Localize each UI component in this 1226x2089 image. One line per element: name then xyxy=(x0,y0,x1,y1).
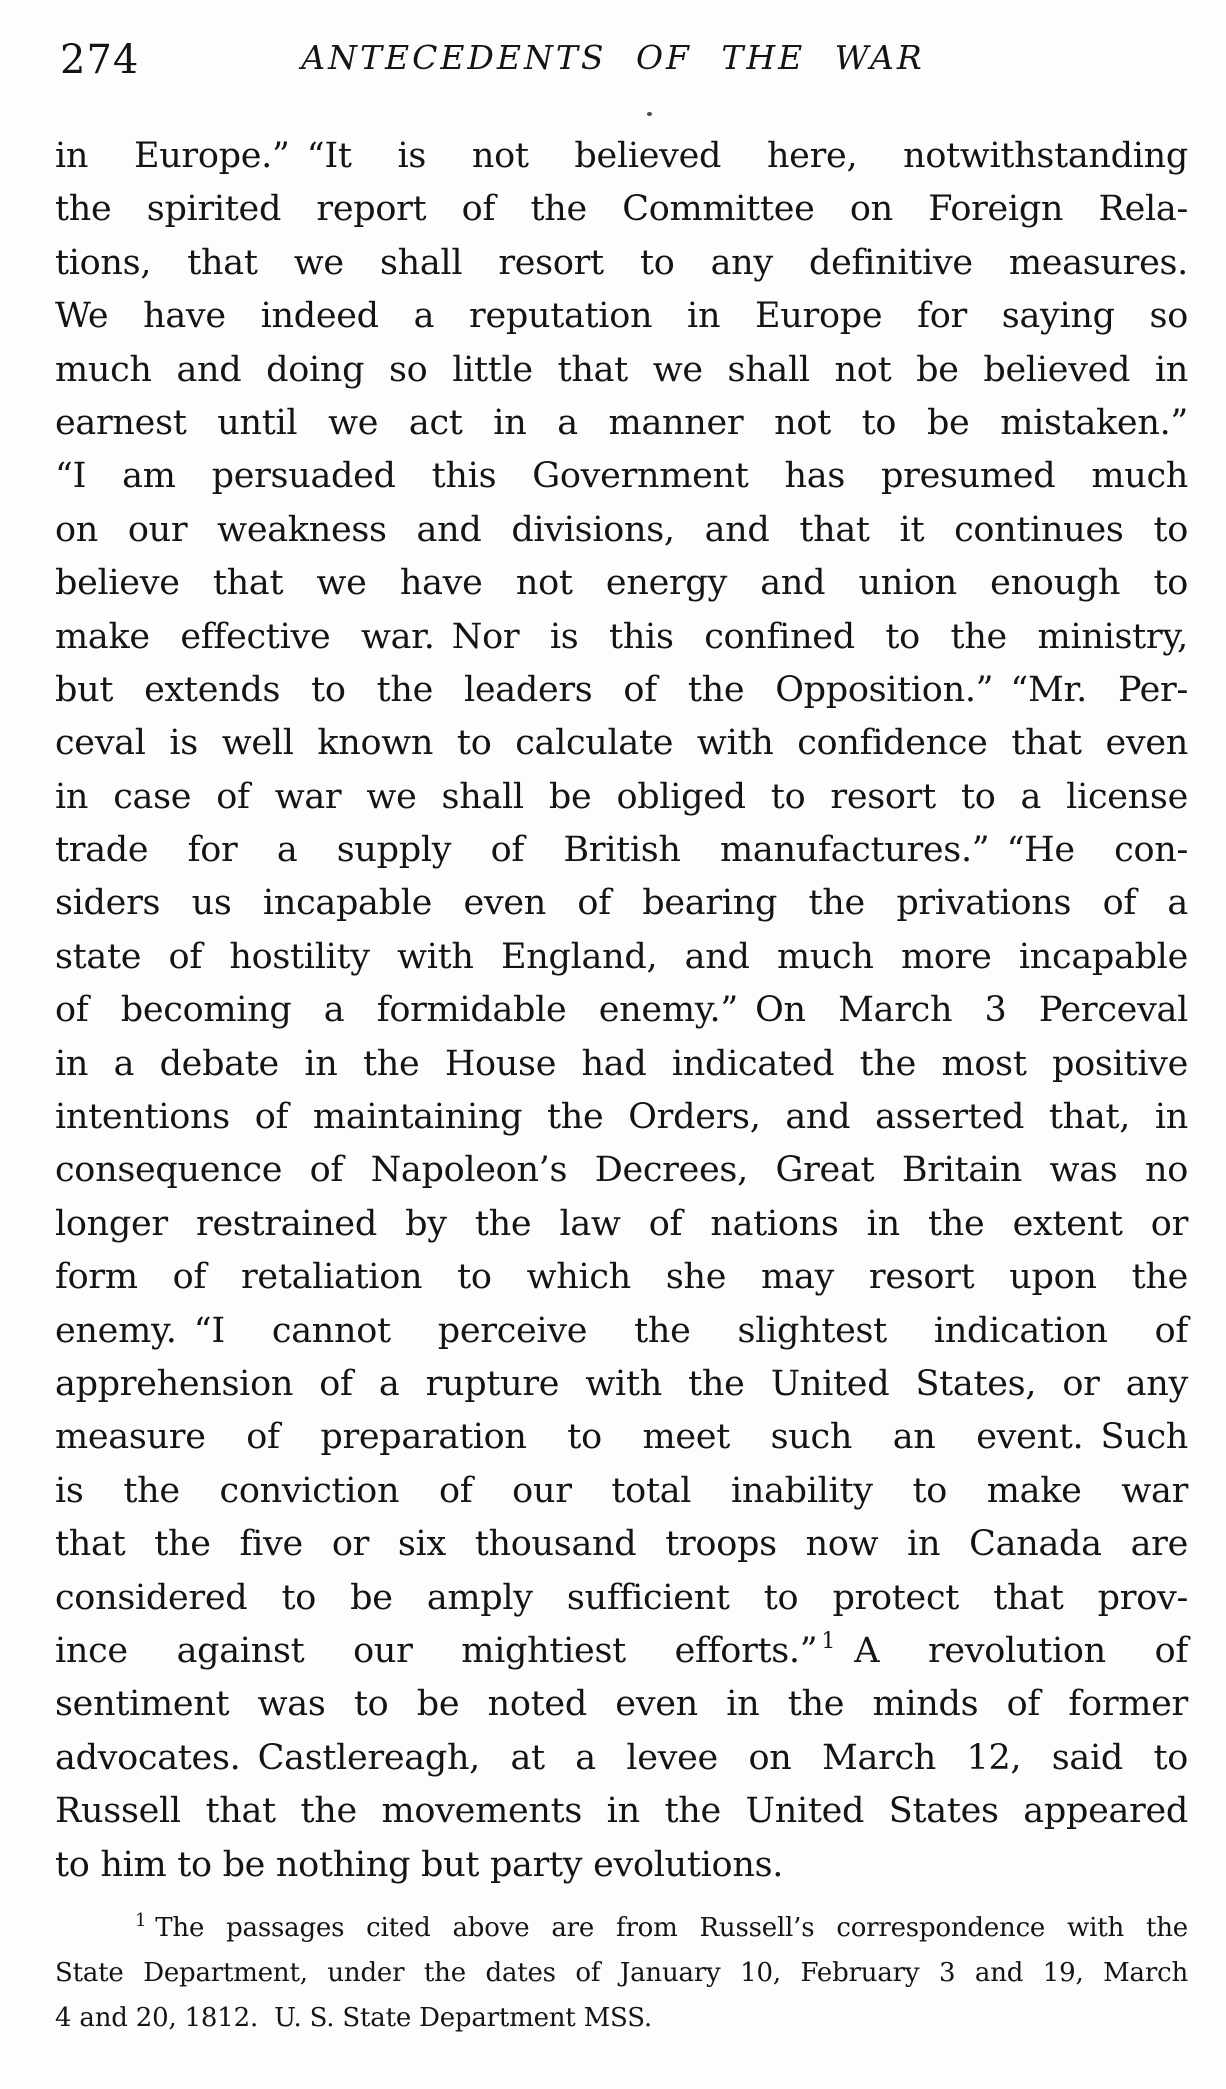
body-line: siders us incapable even of bearing the privations of a xyxy=(55,883,1188,924)
body-line: believe that we have not energy and union enough to xyxy=(55,563,1188,604)
body-line: apprehension of a rupture with the United States, or any xyxy=(55,1363,1188,1404)
body-line: advocates. Castlereagh, at a levee on March 12, said to xyxy=(55,1737,1188,1778)
body-line: consequence of Napoleon’s Decrees, Great Britain was no xyxy=(55,1150,1188,1191)
body-line: in a debate in the House had indicated the most positive xyxy=(55,1043,1188,1084)
body-line: “I am persuaded this Government has presumed much xyxy=(55,456,1188,497)
body-line: trade for a supply of British manufactures.” “He con- xyxy=(55,830,1188,871)
body-line: form of retaliation to which she may resort upon the xyxy=(55,1257,1188,1298)
body-line-text: A revolution of xyxy=(837,1630,1188,1671)
body-line: make effective war. Nor is this confined to the ministry, xyxy=(55,616,1188,657)
body-line: of becoming a formidable enemy.” On March 3 Perceval xyxy=(55,990,1188,1031)
body-line: intentions of maintaining the Orders, and asserted that, in xyxy=(55,1097,1188,1138)
footnote-line: 1 The passages cited above are from Russell’s correspondence with the xyxy=(135,1910,1188,1943)
body-line: in case of war we shall be obliged to resort to a license xyxy=(55,776,1188,817)
body-line: state of hostility with England, and much more incapable xyxy=(55,936,1188,977)
body-line-with-footnote-ref: ince against our mightiest efforts.” 1 A revolution of xyxy=(55,1628,1188,1671)
scan-speck xyxy=(647,112,652,116)
body-line: We have indeed a reputation in Europe for saying so xyxy=(55,296,1188,337)
body-line: longer restrained by the law of nations in the extent or xyxy=(55,1203,1188,1244)
body-line: the spirited report of the Committee on Foreign Rela- xyxy=(55,189,1188,230)
body-line: is the conviction of our total inability to make war xyxy=(55,1470,1188,1511)
body-line: ceval is well known to calculate with confidence that even xyxy=(55,723,1188,764)
page-number: 274 xyxy=(60,37,140,83)
body-line: but extends to the leaders of the Opposition.” “Mr. Per- xyxy=(55,669,1188,710)
body-line: measure of preparation to meet such an event. Such xyxy=(55,1417,1188,1458)
footnote-line: State Department, under the dates of January 10, February 3 and 19, March xyxy=(55,1958,1188,1988)
body-line: sentiment was to be noted even in the minds of former xyxy=(55,1684,1188,1725)
body-line: Russell that the movements in the United States appeared xyxy=(55,1791,1188,1832)
footnote-line: 4 and 20, 1812. U. S. State Department MSS. xyxy=(55,2003,652,2033)
body-line: earnest until we act in a manner not to be mistaken.” xyxy=(55,402,1188,443)
body-line: enemy. “I cannot perceive the slightest indication of xyxy=(55,1310,1188,1351)
footnote xyxy=(55,1906,1188,2041)
footnote-text: The passages cited above are from Russell’s correspondence with the xyxy=(155,1913,1188,1943)
body-line: tions, that we shall resort to any definitive measures. xyxy=(55,242,1188,283)
body-line: in Europe.” “It is not believed here, notwithstanding xyxy=(55,136,1188,176)
body-line: that the five or six thousand troops now in Canada are xyxy=(55,1524,1188,1565)
body-line: on our weakness and divisions, and that it continues to xyxy=(55,509,1188,550)
body-line-text: ince against our mightiest efforts.” xyxy=(55,1630,818,1671)
body-line: much and doing so little that we shall not be believed in xyxy=(55,349,1188,390)
body-text xyxy=(55,130,1188,1892)
running-header: ANTECEDENTS OF THE WAR xyxy=(301,38,925,77)
body-line: considered to be amply sufficient to protect that prov- xyxy=(55,1577,1188,1618)
body-line: to him to be nothing but party evolutions. xyxy=(55,1844,784,1885)
